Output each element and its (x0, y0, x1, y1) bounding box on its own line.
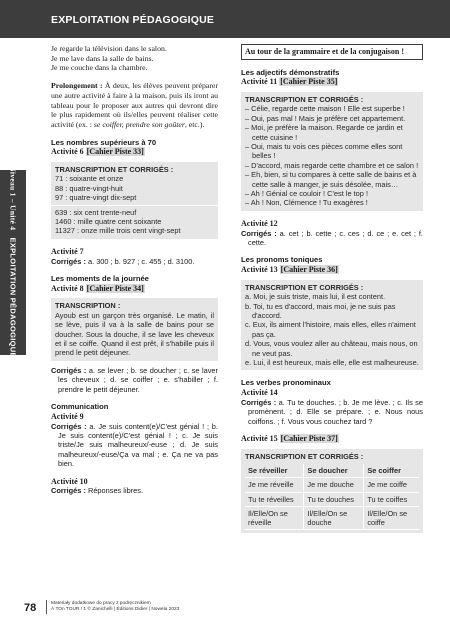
table-header-row (245, 464, 419, 478)
intro-line: Je me couche dans la chambre. (51, 63, 148, 73)
section-title: Les pronoms toniques (241, 255, 323, 265)
box-line: 97 : quatre-vingt dix-sept (55, 193, 137, 203)
side-tab-label (9, 166, 18, 358)
table-cell: Il/Elle/On se coiffe (364, 506, 419, 529)
table-cell: Il/Elle/On se douche (304, 506, 364, 529)
corriges: Corrigés : a. 300 ; b. 927 ; c. 455 ; d. 3100. (51, 256, 195, 266)
corriges: Corrigés : a. Tu te douches. ; b. Je me lève. ; c. Ils se promènent. ; d. Elle se prépare. ; e. Nous nous coiffons. ; f. Vous vous couchez tard ? (241, 397, 423, 426)
corriges: Corrigés : a. cet ; b. cette ; c. ces ; d. ce ; e. cet ; f. cette. (241, 228, 423, 247)
table-cell: Je me réveille (245, 478, 304, 492)
activity-heading: Activité 6 [Cahier Piste 33] (51, 147, 144, 157)
table-cell: Il/Elle/On se réveille (245, 506, 304, 529)
page-number: 78 (24, 602, 37, 614)
dialogue-line: – Ah ! Génial ce couloir ! C'est le top ! (245, 188, 369, 198)
activity-heading: Activité 12 (241, 218, 278, 228)
activity-heading: Activité 9 (51, 411, 84, 421)
answer-line: d. Vous, vous voulez aller au château, mais nous, on ne veut pas. (245, 339, 418, 358)
dialogue-line: – Eh, bien, si tu compares à cette salle de bains et à cette salle à manger, je suis désolée, mais… (245, 170, 417, 189)
dialogue-line: – Célie, regarde cette maison ! Elle est superbe ! (245, 104, 405, 114)
transcription-box (241, 280, 423, 371)
dialogue-line: – Oui, pas mal ! Mais je préfère cet appartement. (245, 113, 406, 123)
box-title: TRANSCRIPTION ET CORRIGÉS : (245, 282, 364, 292)
cahier-piste: [Cahier Piste 36] (280, 264, 338, 274)
dialogue-line: – Moi, je préfère la maison. Regarde ce jardin et cette cuisine ! (245, 123, 403, 142)
section-title: Les adjectifs démonstratifs (241, 67, 340, 77)
box-divider (51, 205, 218, 206)
corriges: Corrigés : Réponses libres. (51, 486, 144, 496)
header-title: EXPLOITATION PÉDAGOGIQUE (51, 14, 215, 26)
section-title: Les moments de la journée (51, 274, 149, 284)
answer-line: a. Moi, je suis triste, mais lui, il est content. (245, 292, 386, 302)
activity-heading: Activité 7 (51, 246, 84, 256)
column-header: Se coiffer (364, 464, 419, 478)
corriges: Corrigés : a. se lever ; b. se doucher ; c. se laver les cheveux ; d. se coiffer ; e. s'habiller ; f. prendre le petit déjeuner. (51, 365, 218, 394)
activity-heading: Activité 11 [Cahier Piste 35] (241, 77, 338, 87)
column-header: Se réveiller (245, 464, 304, 478)
intro-line: Je regarde la télévision dans le salon. (51, 44, 167, 53)
section-title: Les nombres supérieurs à 70 (51, 137, 157, 147)
box-line: 1460 : mille quatre cent soixante (55, 217, 162, 227)
box-title: TRANSCRIPTION ET CORRIGÉS : (245, 451, 364, 461)
prolongement-example: se coiffer, prendre son goûter (93, 119, 185, 129)
footer-divider (46, 600, 47, 614)
box-line: 88 : quatre-vingt-huit (55, 183, 123, 193)
left-column (51, 44, 218, 496)
cahier-piste: [Cahier Piste 33] (86, 147, 144, 157)
intro-line: Je me lave dans la salle de bains. (51, 53, 154, 63)
table-cell: Je me douche (304, 478, 364, 492)
right-column (241, 44, 423, 533)
prolongement-label: Prolongement : (51, 81, 103, 91)
box-text: Ayoub est un garçon très organisé. Le matin, il se lève, puis il va à la salle de bains pour se doucher. Sous la douche, il se lave les cheveux et il se coiffe. Quand il est prêt, il s'habille puis il prend le petit déjeuner. (55, 310, 214, 358)
answer-line: e. Lui, il est heureux, mais elle, elle est malheureuse. (245, 358, 419, 368)
dialogue-line: – Ah ! Non, Clémence ! Tu exagères ! (245, 198, 368, 208)
header-bar (0, 0, 450, 38)
cahier-piste: [Cahier Piste 37] (280, 434, 338, 444)
cahier-piste: [Cahier Piste 34] (86, 283, 144, 293)
activity-heading: Activité 13 [Cahier Piste 36] (241, 264, 338, 274)
table-cell: Tu te réveilles (245, 492, 304, 506)
table-cell: Je me coiffe (364, 478, 419, 492)
transcription-box (241, 92, 423, 211)
box-line: 71 : soixante et onze (55, 174, 124, 184)
transcription-box (51, 298, 218, 360)
box-title: TRANSCRIPTION : (55, 301, 121, 311)
footer-line: Materiały dodatkowe do pracy z podręcznikiem (51, 601, 151, 606)
side-tab-level: Niveau 1 – Unité 4 (8, 166, 18, 231)
box-line: 11327 : onze mille trois cent vingt-sept (55, 226, 181, 236)
table-row (245, 506, 419, 529)
topic-box: Au tour de la grammaire et de la conjugaison ! (241, 44, 423, 60)
section-title: Communication (51, 402, 109, 412)
activity-heading: Activité 8 [Cahier Piste 34] (51, 283, 144, 293)
activity-heading: Activité 15 [Cahier Piste 37] (241, 434, 338, 444)
answer-line: c. Eux, ils aiment l'histoire, mais elles, elles n'aiment pas ça. (245, 320, 416, 339)
footer-credits (51, 601, 179, 614)
footer-line: À TOn TOUR ! 1 © Zanichelli | Éditions Didier | Nowela 2023 (51, 607, 180, 613)
corriges: Corrigés : a. Je suis content(e)/C'est génial ! ; b. Je suis content(e)/C'est génial ! ; c. Je suis triste/Je suis malheureux/-euse ; d. Je suis malheureux/-euse/Ça va mal ; e. Ça ne va pas bien. (51, 421, 218, 469)
conjugation-box (241, 449, 423, 533)
activity-heading: Activité 14 (241, 388, 278, 398)
box-title: TRANSCRIPTION ET CORRIGÉS : (245, 94, 364, 104)
table-cell: Tu te coiffes (364, 492, 419, 506)
side-tab-section: EXPLOITATION PÉDAGOGIQUE (8, 237, 18, 358)
prolongement-paragraph: Prolongement : À deux, les élèves peuvent préparer une autre activité à faire à la maison, puis ils iront au tableau pour le proposer aux autres qui devront dire le plus rapidement où ils/elles peuvent réaliser cette activité (ex. : se coiffer, prendre son goûter, etc.). (51, 81, 218, 129)
dialogue-line: – Oui, mais tu vois ces pièces comme elles sont belles ! (245, 141, 403, 161)
section-title: Les verbes pronominaux (241, 378, 331, 388)
answer-line: b. Toi, tu es d'accord, mais moi, je ne suis pas d'accord. (245, 301, 396, 320)
table-row (245, 478, 419, 492)
cahier-piste: [Cahier Piste 35] (280, 77, 338, 87)
table-row (245, 492, 419, 506)
conjugation-table (245, 464, 419, 530)
dialogue-line: – D'accord, mais regarde cette chambre et ce salon ! (245, 160, 419, 170)
transcription-box (51, 162, 218, 239)
table-cell: Tu te douches (304, 492, 364, 506)
activity-heading: Activité 10 (51, 476, 88, 486)
box-line: 639 : six cent trente-neuf (55, 207, 137, 217)
box-title: TRANSCRIPTION ET CORRIGÉS : (55, 165, 174, 175)
column-header: Se doucher (304, 464, 364, 478)
